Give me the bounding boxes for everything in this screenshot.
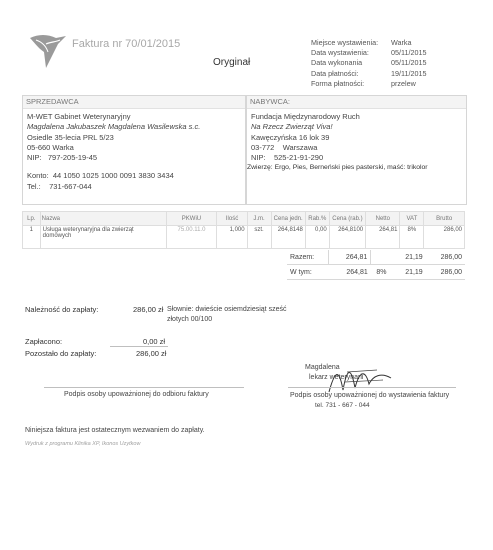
meta-row	[311, 69, 461, 79]
paid-label: Zapłacono:	[25, 337, 63, 346]
col-header: Cena (rab.)	[329, 212, 365, 226]
seller-nip: 797-205-19-45	[47, 153, 98, 163]
cell-net: 264,81	[366, 226, 400, 249]
invoice-title: Faktura nr 70/01/2015	[72, 38, 181, 50]
remaining-label: Pozostało do zapłaty:	[25, 349, 97, 358]
meta-label: Data wykonania	[311, 58, 363, 68]
col-header: Lp.	[23, 212, 41, 226]
meta-label: Forma płatności:	[311, 78, 365, 88]
wtym-rate: 8%	[371, 265, 392, 280]
seller-box	[22, 95, 246, 205]
receiver-signature-label: Podpis osoby upoważnionej do odbioru faktury	[64, 391, 209, 398]
cell-unit: szt.	[247, 226, 271, 249]
buyer-heading: NABYWCA:	[247, 96, 466, 109]
divider	[110, 346, 168, 347]
cell-pkwiu: 75.00.11.0	[166, 226, 217, 249]
buyer-name2: Na Rzecz Zwierząt Viva!	[251, 122, 333, 132]
buyer-nip: 525-21-91-290	[273, 153, 324, 163]
remaining-value: 286,00 zł	[136, 349, 167, 358]
receiver-signature-line	[44, 387, 244, 388]
meta-label: Data płatności:	[311, 68, 359, 78]
stamp-title: lekarz weterynarii	[309, 374, 364, 381]
stamp-name: Magdalena	[305, 364, 340, 371]
buyer-nip-row	[251, 153, 462, 163]
summary-table	[287, 250, 465, 280]
cell-discounted-price: 264,8100	[329, 226, 365, 249]
meta-label: Miejsce wystawienia:	[311, 38, 379, 47]
items-table	[22, 211, 465, 249]
seller-account-row	[27, 171, 241, 181]
words-value: dwieście osiemdziesiąt sześć złotych 00/100	[167, 306, 287, 323]
col-header: Rab.%	[305, 212, 329, 226]
meta-value: 19/11/2015	[391, 68, 427, 78]
seller-name: M-WET Gabinet Weterynaryjny	[27, 112, 131, 121]
buyer-name: Fundacja Międzynarodowy Ruch	[251, 112, 360, 121]
meta-value: 05/11/2015	[391, 58, 427, 68]
meta-row	[311, 79, 461, 89]
seller-nip-label: NIP:	[27, 153, 42, 163]
amount-due-value: 286,00 zł	[133, 305, 164, 314]
cell-vat: 8%	[400, 226, 424, 249]
razem-vat: 21,19	[392, 250, 426, 265]
summary-row-total	[287, 250, 465, 265]
amount-in-words	[167, 305, 307, 325]
wtym-vat: 21,19	[392, 265, 426, 280]
buyer-box	[246, 95, 467, 205]
meta-row	[311, 58, 461, 68]
meta-value: przelew	[391, 78, 416, 88]
seller-phone-label: Tel.:	[27, 181, 41, 191]
meta-value: 05/11/2015	[391, 48, 427, 58]
seller-heading: SPRZEDAWCA	[23, 96, 245, 109]
col-header: Netto	[366, 212, 400, 226]
col-header: Brutto	[424, 212, 465, 226]
buyer-street: Kawęczyńska 16 lok 39	[251, 132, 330, 142]
table-row	[23, 226, 465, 249]
buyer-nip-label: NIP:	[251, 153, 266, 163]
issuer-stamp	[285, 362, 465, 417]
razem-label: Razem:	[287, 250, 329, 265]
meta-row	[311, 38, 461, 48]
words-label: Słownie:	[167, 306, 194, 313]
razem-netto: 264,81	[329, 250, 371, 265]
seller-city: 05-660 Warka	[27, 142, 74, 152]
col-header: VAT	[400, 212, 424, 226]
meta-row	[311, 48, 461, 58]
summary-row-breakdown	[287, 265, 465, 280]
cell-qty: 1,000	[217, 226, 247, 249]
seller-phone: 731-667-044	[49, 181, 92, 191]
col-header: PKWiU	[166, 212, 217, 226]
amount-due-label: Należność do zapłaty:	[25, 305, 99, 314]
issuer-signature-label: Podpis osoby upoważnionej do wystawienia faktury	[290, 392, 450, 399]
seller-account: 44 1050 1025 1000 0091 3830 3434	[52, 171, 174, 181]
animal-note: Zwierzę: Ergo, Pies, Berneński pies pasterski, maść: trikolor	[247, 164, 428, 172]
buyer-city-row	[251, 143, 462, 153]
stamp-phone: tel. 731 - 667 - 044	[315, 402, 370, 409]
seller-owners: Magdalena Jakubaszek Magdalena Wasilewska s.c.	[27, 122, 201, 132]
seller-street: Osiedle 35-lecia PRL 5/23	[27, 132, 114, 142]
col-header: J.m.	[247, 212, 271, 226]
seller-nip-row	[27, 153, 241, 163]
meta-value: Warka	[391, 38, 412, 47]
buyer-postcode: 03-772	[251, 142, 275, 152]
parties-section	[22, 95, 465, 205]
cell-unit-price: 264,8148	[271, 226, 305, 249]
generated-by: Wydruk z programu Klinika XP, Ikonos Uzytkow	[25, 441, 141, 447]
wtym-brutto: 286,00	[426, 265, 465, 280]
razem-brutto: 286,00	[426, 250, 465, 265]
meta-label: Data wystawienia:	[311, 48, 369, 58]
col-header: Ilość	[217, 212, 247, 226]
seller-phone-row	[27, 182, 241, 192]
seller-account-label: Konto:	[27, 171, 49, 181]
cell-lp: 1	[23, 226, 41, 249]
cell-discount: 0,00	[305, 226, 329, 249]
invoice-meta	[311, 38, 461, 89]
col-header: Cena jedn.	[271, 212, 305, 226]
clinic-logo	[26, 28, 70, 72]
wtym-netto: 264,81	[329, 265, 371, 280]
items-header-row	[23, 212, 465, 226]
original-label: Oryginał	[213, 57, 251, 68]
cell-gross: 286,00	[424, 226, 465, 249]
issuer-signature-line	[288, 387, 456, 388]
buyer-city: Warszawa	[282, 142, 318, 152]
cell-name: Usługa weterynaryjna dla zwierząt domowych	[40, 226, 166, 249]
paid-value: 0,00 zł	[143, 337, 166, 346]
final-notice: Niniejsza faktura jest ostatecznym wezwaniem do zapłaty.	[25, 427, 205, 434]
wtym-label: W tym:	[287, 265, 329, 280]
col-header: Nazwa	[40, 212, 166, 226]
